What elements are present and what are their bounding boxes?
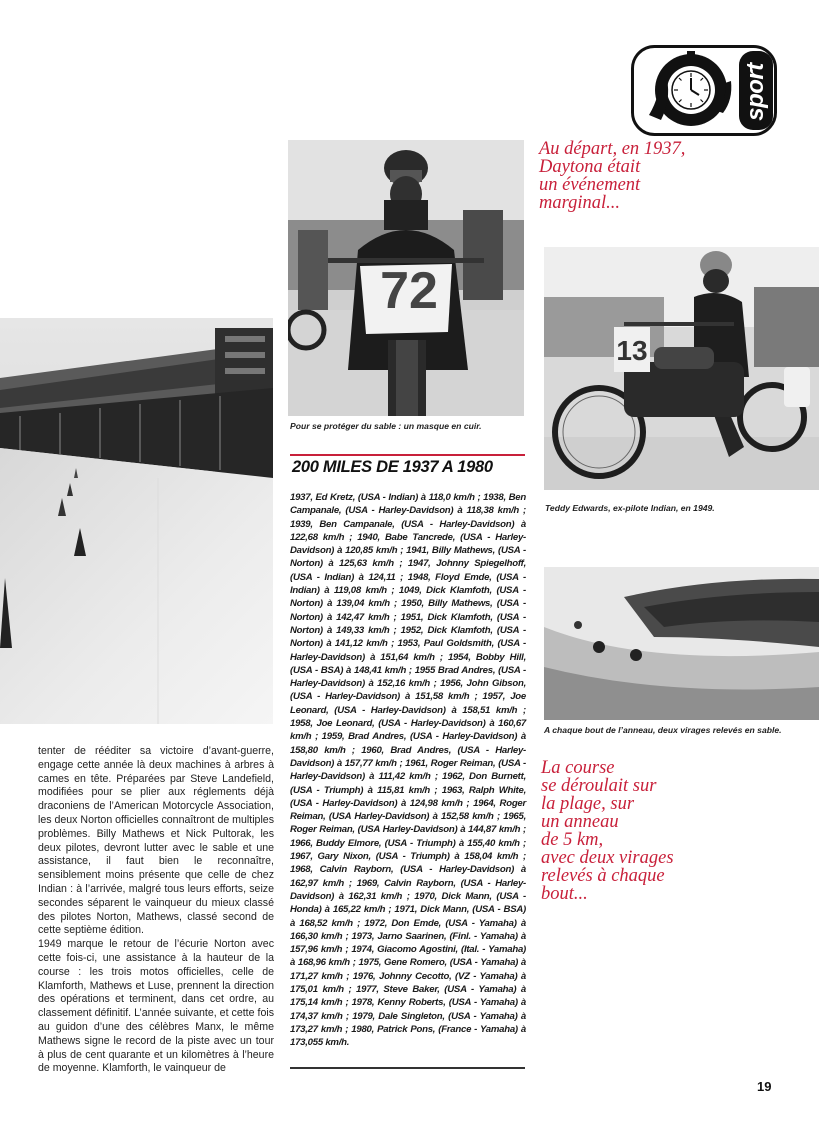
pullquote-bottom-line: relevés à chaque (541, 866, 665, 886)
article-paragraph: 1949 marque le retour de l’écurie Norton avec cette fois-ci, une assistance à la hauteur de la course : les trois motos officielles, celle de Klamforth, Mathews et Luse, prennent la direction des opérations et terminent, dans cet ordre, au classement définitif. L’année suivante, et cette fois au guidon d’une des célèbres Manx, le même Mathews signe le record de la piste avec un tour à plus de cent quarante et un kilomètres à l’heure de moyenne. Klamforth, le vainqueur de (38, 938, 274, 1075)
beach-track-caption: A chaque bout de l’anneau, deux virages relevés en sable. (544, 725, 782, 735)
grandstand-beach-photo (0, 318, 273, 724)
teddy-edwards-caption: Teddy Edwards, ex-pilote Indian, en 1949. (545, 503, 715, 513)
pullquote-bottom-line: la plage, sur (541, 794, 635, 814)
results-bottom-rule (290, 1067, 525, 1069)
teddy-edwards-photo (544, 247, 819, 490)
pullquote-bottom-line: bout... (541, 884, 588, 904)
article-paragraph: tenter de rééditer sa victoire d’avant-guerre, engage cette année là deux machines à arbres à cames en tête. Préparées par Steve Landefield, modifiées pour se plier aux réglements déjà draconiens de l’American Motorcycle Association, les deux Norton officielles connaîtront de multiples problèmes. Billy Mathews et Nick Pultorak, les deux pilotes, devront lutter avec le sable et une assistance, il faut bien le reconnaître, sensiblement moins présente que celle de chez Indian : à l’arrivée, malgré tous leurs efforts, seize secondes séparent le vainqueur du mieux classé des pilotes Norton, Mathews, classé second de cette septième édition. (38, 745, 274, 937)
pullquote-top-line: Au départ, en 1937, (539, 139, 686, 159)
rider-72-caption: Pour se protéger du sable : un masque en cuir. (290, 421, 482, 431)
pullquote-bottom-line: un anneau (541, 812, 619, 832)
pullquote-top-line: un événement (539, 175, 641, 195)
pullquote-bottom-line: La course (541, 758, 615, 778)
results-top-rule (290, 454, 525, 456)
sport-logo-label: sport (742, 63, 769, 121)
results-title: 200 MILES DE 1937 A 1980 (292, 458, 493, 476)
pullquote-bottom-line: avec deux virages (541, 848, 674, 868)
race-number-13: 13 (616, 335, 648, 366)
results-list: 1937, Ed Kretz, (USA - Indian) à 118,0 km/h ; 1938, Ben Campanale, (USA - Harley-Davidson) à 118,38 km/h ; 1939, Ben Campanale, (USA - Harley-Davidson) à 122,68 km/h ; 1940, Babe Tancrede, (USA - Harley-Davidson) à 120,85 km/h ; 1941, Billy Mathews, (USA - Norton) à 125,63 km/h ; 1947, Johnny Spiegelhoff, (USA - Indian) à 124,11 ; 1948, Floyd Emde, (USA - Indian) à 119,08 km/h ; 1049, Dick Klamfoth, (USA - Norton) à 139,04 km/h ; 1950, Billy Mathews, (USA - Norton) à 142,47 km/h ; 1951, Dick Klamfoth, (USA - Norton) à 149,33 km/h ; 1952, Dick Klamfoth, (USA - Norton) à 141,12 km/h ; 1953, Paul Goldsmith, (USA - Harley-Davidson) à 151,64 km/h ; 1954, Bobby Hill, (USA - BSA) à 148,41 km/h ; 1955 Brad Andres, (USA - Harley-Davidson) à 152,16 km/h ; 1956, John Gibson, (USA - Harley-Davidson) à 151,58 km/h ; 1957, Joe Leonard, (USA - Harley-Davidson) à 158,51 km/h ; 1958, Joe Leonard, (USA - Harley-Davidson) à 160,67 km/h ; 1959, Brad Andres, (USA - Harley-Davidson) à 158,80 km/h ; 1960, Brad Andres, (USA - Harley-Davidson) à 157,77 km/h ; 1961, Roger Reiman, (USA - Harley-Davidson) à 111,42 km/h ; 1962, Don Burnett, (USA - Triumph) à 115,81 km/h ; 1963, Ralph White, (USA - Harley-Davidson) à 124,98 km/h ; 1964, Roger Reiman, (USA Harley-Davidson) à 152,58 km/h ; 1965, Roger Reiman, (USA Harley-Davidson) à 144,87 km/h ; 1966, Buddy Elmore, (USA - Triumph) à 155,40 km/h ; 1967, Gary Nixon, (USA - Triumph) à 158,04 km/h ; 1968, Calvin Rayborn, (USA - Harley-Davidson) à 162,97 km/h ; 1969, Calvin Rayborn, (USA - Harley-Davidson) à 162,31 km/h ; 1970, Dick Mann, (USA - Honda) à 165,22 km/h ; 1971, Dick Mann, (USA - BSA) à 168,52 km/h ; 1972, Don Emde, (USA - Yamaha) à 166,30 km/h ; 1973, Jarno Saarinen, (Finl. - Yamaha) à 157,96 km/h ; 1974, Giacomo Agostini, (Ital. - Yamaha) à 168,96 km/h ; 1975, Gene Romero, (USA - Yamaha) à 171,27 km/h ; 1976, Johnny Cecotto, (VZ - Yamaha) à 175,01 km/h ; 1977, Steve Baker, (USA - Yamaha) à 175,14 km/h ; 1978, Kenny Roberts, (USA - Yamaha) à 174,37 km/h ; 1979, Dale Singleton, (USA - Yamaha) à 173,27 km/h ; 1980, Patrick Pons, (France - Yamaha) à 173,055 km/h. (290, 492, 526, 1049)
beach-track-photo (544, 567, 819, 720)
pullquote-top-line: marginal... (539, 193, 621, 213)
race-number-72: 72 (380, 262, 438, 320)
pullquote-top-line: Daytona était (539, 157, 641, 177)
rider-72-photo (288, 140, 524, 416)
page-number: 19 (757, 1079, 772, 1094)
pullquote-bottom (541, 759, 674, 903)
pullquote-top (539, 140, 685, 212)
pullquote-bottom-line: se déroulait sur (541, 776, 657, 796)
pullquote-bottom-line: de 5 km, (541, 830, 604, 850)
article-body (38, 745, 274, 1076)
